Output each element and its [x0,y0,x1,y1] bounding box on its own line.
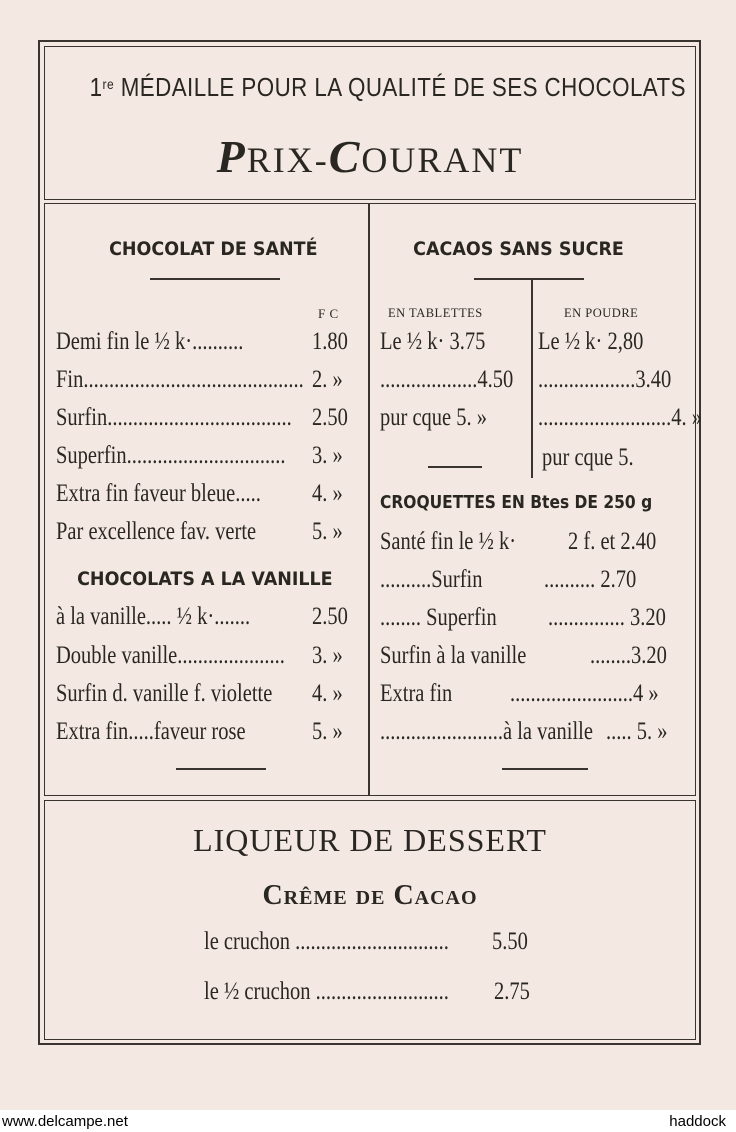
section-title-vanille: CHOCOLATS A LA VANILLE [77,568,333,590]
medal-superscript: re [102,76,115,92]
price: 1.80 [312,328,348,355]
list-item: Surfin.................................... [56,404,292,431]
liqueur-subtitle: Crême de Cacao [262,880,478,911]
price: 4. » [312,680,343,707]
price: 5. » [312,518,343,545]
price: 4. » [312,480,343,507]
list-item: Le ½ k· 2,80 [538,328,644,355]
section-rule [428,466,482,468]
subheader-poudre: EN POUDRE [564,306,639,320]
medal-line [89,72,686,103]
price: 3. » [312,642,343,669]
section-rule [176,768,266,770]
title-initial-p: P [216,131,247,182]
price: 3. » [312,442,343,469]
list-item: le cruchon .............................. [204,928,449,955]
price: 2. » [312,366,343,393]
medal-number: 1 [89,72,103,102]
title-part-2: OURANT [361,140,524,180]
list-item: ..........................4. » [538,404,702,431]
list-item: Fin........................................... [56,366,304,393]
list-item: Par excellence fav. verte [56,518,257,545]
price: .......... 2.70 [544,566,637,593]
price: ........................4 » [510,680,659,707]
price: 5. » [312,718,343,745]
list-item: ...................3.40 [538,366,672,393]
footer-user: haddock [669,1113,726,1130]
list-item: pur cque 5. » [380,404,488,431]
list-item: Extra fin [380,680,453,707]
subheader-tablettes: EN TABLETTES [388,306,483,320]
title-part-1: RIX- [246,140,329,180]
section-rule [502,768,588,770]
section-title-croquettes: CROQUETTES EN Btes DE 250 g [380,492,653,513]
medal-text: MÉDAILLE POUR LA QUALITÉ DE SES CHOCOLATS [120,72,686,102]
section-title-cacaos: CACAOS SANS SUCRE [413,238,624,260]
section-title-chocolat-sante: CHOCOLAT DE SANTÉ [109,238,318,260]
list-item: le ½ cruchon .......................... [204,978,449,1005]
footer-strip [0,1111,736,1132]
list-item: à la vanille..... ½ k·....... [56,603,251,630]
list-item: ..........Surfin [380,566,483,593]
liqueur-title: LIQUEUR DE DESSERT [193,822,547,858]
list-item: Surfin d. vanille f. violette [56,680,273,707]
list-item: Surfin à la vanille [380,642,527,669]
column-divider [368,203,370,796]
price: 5.50 [492,928,528,955]
footer-site: www.delcampe.net [2,1113,128,1130]
list-item: Double vanille..................... [56,642,285,669]
price: 2.50 [312,404,348,431]
list-item: ...................4.50 [380,366,514,393]
list-item: Le ½ k· 3.75 [380,328,486,355]
subcolumn-divider [531,280,533,478]
list-item: Santé fin le ½ k· [380,528,517,555]
list-item: Extra fin faveur bleue..... [56,480,261,507]
price: ............... 3.20 [548,604,666,631]
section-rule [150,278,280,280]
price: ........3.20 [590,642,667,669]
price: 2.75 [494,978,530,1005]
list-item: Demi fin le ½ k·.......... [56,328,244,355]
list-item: ........ Superfin [380,604,497,631]
list-item: Extra fin.....faveur rose [56,718,246,745]
section-rule [474,278,584,280]
page-title [44,130,696,183]
title-initial-c: C [328,131,362,182]
price: ..... 5. » [606,718,668,745]
price: 2.50 [312,603,348,630]
price: 2 f. et 2.40 [568,528,657,555]
list-item: Superfin............................... [56,442,286,469]
unit-header: F C [318,306,339,321]
list-item: pur cque 5. [542,444,634,471]
list-item: ........................à la vanille [380,718,593,745]
